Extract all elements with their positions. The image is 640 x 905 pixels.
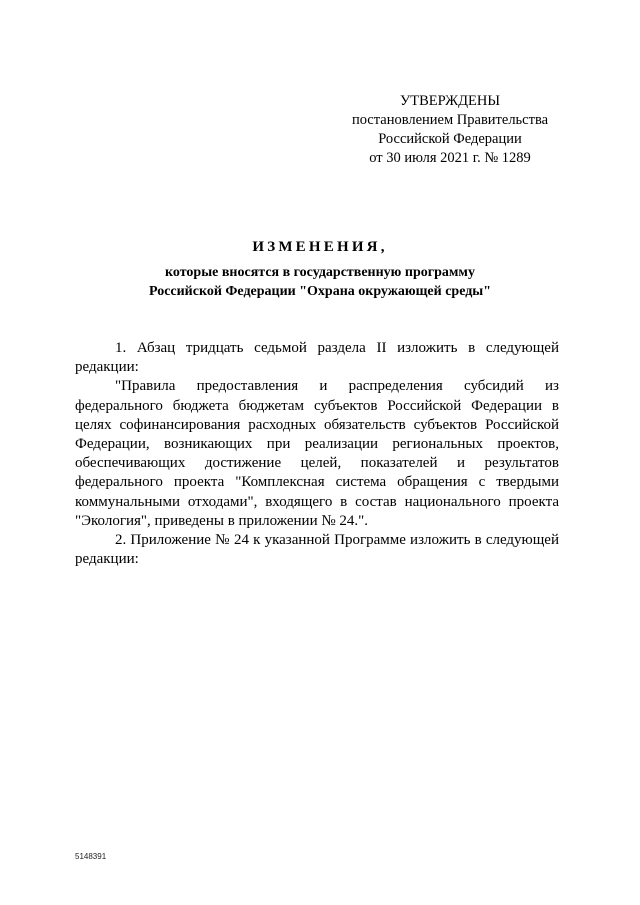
paragraph-quoted-rules: "Правила предоставления и распределения субсидий из федерального бюджета бюджетам субъектов Российской Федерации в целях софинансирования расходных обязательств субъектов Российской Федерации, возникающих при реализации региональных проектов, обеспечивающих достижение целей, показателей и результатов федерального проекта "Комплексная система обращения с твердыми коммунальными отходами", входящего в состав национального проекта "Экология", приведены в приложении № 24.". bbox=[75, 378, 559, 529]
approval-line-1: постановлением Правительства bbox=[351, 112, 549, 128]
approval-heading: УТВЕРЖДЕНЫ bbox=[399, 93, 501, 109]
approval-stamp bbox=[330, 92, 570, 168]
approval-line-2: Российской Федерации bbox=[378, 131, 522, 147]
paragraph-item-1: 1. Абзац тридцать седьмой раздела II изложить в следующей редакции: bbox=[75, 340, 559, 376]
document-title: ИЗМЕНЕНИЯ, bbox=[252, 239, 388, 255]
approval-line-3: от 30 июля 2021 г. № 1289 bbox=[369, 150, 531, 166]
document-subtitle bbox=[0, 263, 640, 301]
paragraph-item-2: 2. Приложение № 24 к указанной Программе изложить в следующей редакции: bbox=[75, 532, 559, 568]
document-code: 5148391 bbox=[75, 852, 107, 861]
subtitle-line-1: которые вносятся в государственную программу bbox=[165, 265, 475, 280]
subtitle-line-2: Российской Федерации "Охрана окружающей среды" bbox=[148, 284, 492, 299]
document-body bbox=[75, 339, 559, 569]
